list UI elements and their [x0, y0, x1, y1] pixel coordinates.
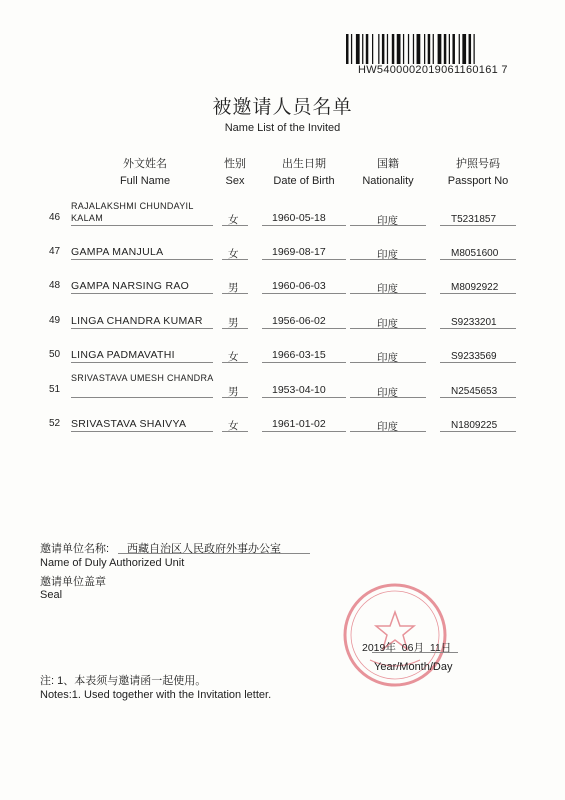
row-nationality: 印度 — [377, 352, 398, 364]
barcode-bar — [469, 34, 472, 64]
rule — [440, 397, 516, 398]
rule — [440, 328, 516, 329]
row-passport: M8051600 — [451, 248, 499, 259]
rule — [350, 397, 426, 398]
column-header-cn: 出生日期 — [282, 158, 326, 170]
row-nationality: 印度 — [377, 421, 398, 433]
rule — [71, 259, 213, 260]
row-nationality: 印度 — [377, 215, 398, 227]
column-header-passport — [434, 156, 522, 190]
rule — [350, 431, 426, 432]
row-dob: 1960-05-18 — [272, 212, 326, 224]
column-header-dob — [262, 156, 346, 190]
rule — [71, 397, 213, 398]
row-passport: N1809225 — [451, 420, 498, 431]
rule — [222, 328, 248, 329]
column-header-full-name — [100, 156, 190, 190]
column-header-sex — [218, 156, 252, 190]
row-passport: S9233201 — [451, 317, 497, 328]
row-passport: N2545653 — [451, 386, 498, 397]
row-passport: S9233569 — [451, 351, 497, 362]
column-header-nationality — [350, 156, 426, 190]
rule — [71, 431, 213, 432]
row-nationality: 印度 — [377, 283, 398, 295]
rule — [222, 362, 248, 363]
rule — [350, 225, 426, 226]
inviting-unit-label: 邀请单位名称: — [40, 543, 110, 555]
notes-en: Notes:1. Used together with the Invitation letter. — [40, 689, 272, 701]
rule — [262, 397, 346, 398]
row-name: GAMPA MANJULA — [71, 246, 164, 258]
rule — [262, 259, 346, 260]
rule — [262, 293, 346, 294]
barcode-bar — [351, 34, 352, 64]
barcode-bar — [392, 34, 395, 64]
column-header-cn: 性别 — [224, 158, 246, 170]
row-sex: 男 — [228, 282, 239, 294]
row-number: 49 — [49, 315, 61, 326]
rule — [222, 397, 248, 398]
row-dob: 1956-06-02 — [272, 315, 326, 327]
column-header-en: Nationality — [362, 175, 414, 187]
table-row — [0, 236, 565, 266]
row-number: 52 — [49, 418, 61, 429]
row-dob: 1966-03-15 — [272, 349, 326, 361]
barcode-bar — [356, 34, 360, 64]
barcode-bar — [387, 34, 388, 64]
column-header-en: Passport No — [447, 175, 509, 187]
date-day: 11日 — [429, 642, 452, 654]
barcode-bar — [346, 34, 349, 64]
row-number: 50 — [49, 349, 61, 360]
rule — [262, 431, 346, 432]
barcode-bar — [452, 34, 455, 64]
column-header-en: Date of Birth — [273, 175, 335, 187]
rule — [118, 553, 310, 554]
barcode-bar — [403, 34, 404, 64]
row-nationality: 印度 — [377, 318, 398, 330]
barcode-bar — [413, 34, 414, 64]
date-format-label: Year/Month/Day — [374, 661, 453, 673]
row-nationality: 印度 — [377, 249, 398, 261]
row-name: GAMPA NARSING RAO — [71, 280, 190, 292]
row-number: 51 — [49, 384, 61, 395]
row-name: SRIVASTAVA SHAIVYA — [71, 418, 187, 430]
row-number: 48 — [49, 280, 61, 291]
column-header-cn: 外文姓名 — [123, 158, 167, 170]
column-header-cn: 护照号码 — [456, 158, 500, 170]
barcode-bar — [408, 34, 409, 64]
row-sex: 男 — [228, 317, 239, 329]
inviting-unit-value: 西藏自治区人民政府外事办公室 — [127, 543, 281, 555]
rule — [71, 225, 213, 226]
barcode-bar — [397, 34, 401, 64]
rule — [350, 259, 426, 260]
barcode-bar — [444, 34, 447, 64]
row-name: LINGA CHANDRA KUMAR — [71, 315, 203, 327]
rule — [71, 293, 213, 294]
barcode-bar — [462, 34, 466, 64]
page-title-cn: 被邀请人员名单 — [212, 97, 353, 118]
barcode-bar — [459, 34, 460, 64]
row-dob: 1960-06-03 — [272, 280, 326, 292]
row-number: 47 — [49, 246, 61, 257]
rule — [350, 293, 426, 294]
table-row — [0, 408, 565, 438]
column-header-en: Sex — [225, 175, 245, 187]
barcode-bar — [378, 34, 379, 64]
row-dob: 1969-08-17 — [272, 246, 326, 258]
rule — [372, 652, 458, 653]
rule — [222, 225, 248, 226]
table-row — [0, 270, 565, 300]
page-title-en: Name List of the Invited — [224, 122, 341, 134]
barcode-bar — [474, 34, 475, 64]
rule — [440, 259, 516, 260]
barcode-bar — [382, 34, 385, 64]
rule — [350, 362, 426, 363]
rule — [440, 431, 516, 432]
row-dob: 1953-04-10 — [272, 384, 326, 396]
row-name: SRIVASTAVA UMESH CHANDRA — [71, 373, 214, 383]
barcode-bar — [433, 34, 434, 64]
barcode-bar — [417, 34, 421, 64]
column-header-cn: 国籍 — [377, 158, 399, 170]
row-name: RAJALAKSHMI CHUNDAYIL KALAM — [71, 201, 194, 223]
rule — [350, 328, 426, 329]
notes-cn: 注: 1、本表须与邀请函一起使用。 — [40, 675, 207, 687]
barcode-bar — [372, 34, 373, 64]
date-month: 06月 — [401, 642, 424, 654]
official-seal-stamp — [340, 580, 453, 690]
row-sex: 女 — [228, 351, 239, 363]
table-row — [0, 305, 565, 335]
barcode-bar — [438, 34, 442, 64]
rule — [262, 362, 346, 363]
barcode-bar — [362, 34, 363, 64]
barcode — [346, 34, 521, 64]
seal-label-en: Seal — [40, 589, 63, 601]
rule — [222, 259, 248, 260]
row-sex: 女 — [228, 420, 239, 432]
row-passport: T5231857 — [451, 214, 497, 225]
table-row — [0, 339, 565, 369]
rule — [262, 225, 346, 226]
row-passport: M8092922 — [451, 282, 499, 293]
row-dob: 1961-01-02 — [272, 418, 326, 430]
rule — [71, 328, 213, 329]
barcode-number: HW5400002019061160161 7 — [358, 64, 508, 76]
row-number: 46 — [49, 212, 61, 223]
row-sex: 女 — [228, 214, 239, 226]
rule — [440, 362, 516, 363]
row-nationality: 印度 — [377, 387, 398, 399]
rule — [440, 225, 516, 226]
row-name: LINGA PADMAVATHI — [71, 349, 175, 361]
row-sex: 女 — [228, 248, 239, 260]
seal-label-cn: 邀请单位盖章 — [40, 576, 106, 588]
inviting-unit-label-en: Name of Duly Authorized Unit — [40, 557, 185, 569]
date-year: 2019年 — [362, 642, 396, 654]
rule — [71, 362, 213, 363]
rule — [222, 431, 248, 432]
row-sex: 男 — [228, 386, 239, 398]
table-row — [0, 374, 565, 404]
rule — [222, 293, 248, 294]
rule — [440, 293, 516, 294]
barcode-bar — [449, 34, 450, 64]
table-row — [0, 202, 565, 232]
barcode-bar — [424, 34, 425, 64]
column-header-en: Full Name — [119, 175, 171, 187]
barcode-bar — [428, 34, 431, 64]
barcode-bar — [366, 34, 369, 64]
rule — [262, 328, 346, 329]
